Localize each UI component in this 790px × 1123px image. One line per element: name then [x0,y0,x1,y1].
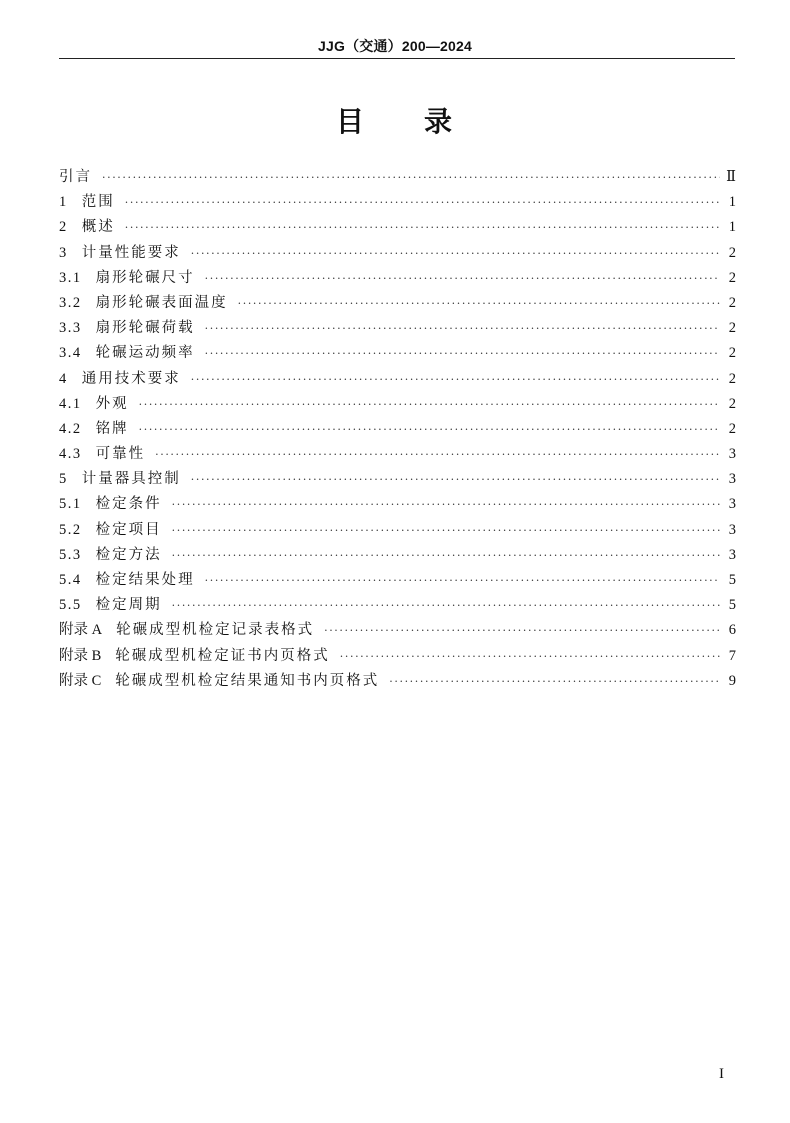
toc-entry[interactable] [59,492,736,517]
toc-entry-label: 检定结果处理 [95,572,195,588]
toc-entry[interactable] [59,241,736,266]
toc-dot-leader [125,190,720,215]
toc-entry-page: 3 [728,471,736,488]
toc-dot-leader [155,442,720,467]
toc-entry-page: 3 [728,446,736,463]
toc-entry-label: 扇形轮碾表面温度 [95,294,228,311]
toc-dot-leader [172,518,720,543]
toc-entry-label: 通用技术要求 [81,370,181,387]
toc-entry-label: 可靠性 [95,446,146,463]
toc-dot-leader [191,241,720,266]
toc-entry-label: 外观 [95,395,129,412]
toc-entry-page: 5 [728,572,736,588]
toc-entry[interactable] [59,618,736,643]
toc-entry-page: 2 [728,395,736,412]
toc-dot-leader [205,316,720,341]
toc-dot-leader [205,266,720,291]
toc-entry[interactable] [59,165,736,190]
page-title [0,100,790,140]
toc-entry-number: 5.5 [59,597,82,614]
toc-dot-leader [172,593,720,618]
toc-entry[interactable] [59,467,736,492]
toc-entry[interactable] [59,518,736,543]
toc-entry-label: 扇形轮碾荷载 [95,320,195,337]
toc-entry[interactable] [59,291,736,316]
toc-entry-page: 3 [728,546,736,563]
header-rule [59,58,735,59]
toc-entry-label: 计量性能要求 [81,244,181,261]
toc-entry-number: 3.1 [59,269,82,286]
toc-entry-page: 2 [728,345,736,362]
toc-entry-number: 1 [59,194,68,211]
toc-dot-leader [205,568,720,593]
toc-entry-number: 3.3 [59,320,82,337]
toc-entry-number: 5 [59,471,68,488]
toc-entry-number: 4.2 [59,420,82,437]
toc-entry-label: 范围 [81,194,115,211]
toc-entry-number: 附录 C [59,672,102,689]
toc-entry[interactable] [59,266,736,291]
toc-entry-page: 6 [728,622,736,639]
toc-entry[interactable] [59,392,736,417]
toc-entry-label: 扇形轮碾尺寸 [95,269,195,286]
toc-entry[interactable] [59,442,736,467]
toc-entry-page: 2 [728,294,736,311]
toc-entry-number: 5.1 [59,496,82,513]
document-code-header: JJG（交通）200—2024 [318,38,472,54]
toc-entry-label: 轮碾成型机检定记录表格式 [116,622,315,639]
toc-dot-leader [340,644,720,669]
toc-entry[interactable] [59,316,736,341]
toc-dot-leader [102,165,720,190]
toc-dot-leader [389,669,720,694]
page-number: I [719,1066,724,1082]
toc-dot-leader [324,618,720,643]
toc-entry-label: 轮碾成型机检定结果通知书内页格式 [115,672,380,689]
toc-entry-number: 5.3 [59,546,82,563]
table-of-contents [59,165,736,694]
toc-entry[interactable] [59,543,736,568]
toc-entry-page: 7 [728,647,736,664]
toc-entry-number: 4 [59,370,68,387]
toc-entry-label: 检定周期 [95,597,162,614]
toc-entry[interactable] [59,417,736,442]
toc-entry-number: 附录 A [59,622,103,639]
toc-entry-page: 2 [728,420,736,437]
toc-entry-number: 4.1 [59,395,82,412]
toc-entry[interactable] [59,568,736,593]
toc-dot-leader [191,467,720,492]
toc-entry-page: 5 [728,597,736,614]
toc-dot-leader [238,291,720,316]
toc-entry[interactable] [59,190,736,215]
toc-entry-page: Ⅱ [726,169,736,185]
toc-entry-page: 3 [728,496,736,513]
toc-dot-leader [191,367,720,392]
toc-dot-leader [172,543,720,568]
toc-entry[interactable] [59,367,736,392]
toc-entry[interactable] [59,341,736,366]
toc-entry-page: 2 [728,244,736,261]
toc-entry-page: 3 [728,521,736,538]
toc-entry[interactable] [59,215,736,240]
toc-entry[interactable] [59,669,736,694]
toc-entry-label: 检定方法 [95,546,162,563]
toc-entry-page: 1 [728,194,736,211]
toc-dot-leader [139,392,720,417]
title-char-2: 录 [424,105,455,138]
toc-entry-label: 轮碾成型机检定证书内页格式 [115,647,330,664]
toc-entry-label: 铭牌 [95,420,129,437]
toc-dot-leader [172,492,720,517]
toc-entry-number: 2 [59,219,68,236]
toc-entry-number: 4.3 [59,446,82,463]
toc-dot-leader [125,215,720,240]
toc-entry-page: 2 [728,320,736,337]
toc-entry-label: 引言 [59,169,92,185]
title-char-1: 目 [335,105,366,138]
toc-entry-number: 5.2 [59,521,82,538]
toc-entry-page: 1 [728,219,736,236]
toc-entry-number: 3.4 [59,345,82,362]
toc-dot-leader [139,417,720,442]
toc-entry-number: 附录 B [59,647,102,664]
toc-entry[interactable] [59,644,736,669]
toc-entry-page: 9 [728,672,736,689]
toc-entry-number: 5.4 [59,572,82,588]
toc-entry[interactable] [59,593,736,618]
toc-entry-page: 2 [728,370,736,387]
toc-entry-number: 3.2 [59,294,82,311]
toc-entry-number: 3 [59,244,68,261]
toc-entry-label: 概述 [81,219,115,236]
toc-entry-label: 计量器具控制 [81,471,181,488]
toc-entry-page: 2 [728,269,736,286]
toc-entry-label: 轮碾运动频率 [95,345,195,362]
toc-entry-label: 检定条件 [95,496,162,513]
toc-entry-label: 检定项目 [95,521,162,538]
toc-dot-leader [205,341,720,366]
